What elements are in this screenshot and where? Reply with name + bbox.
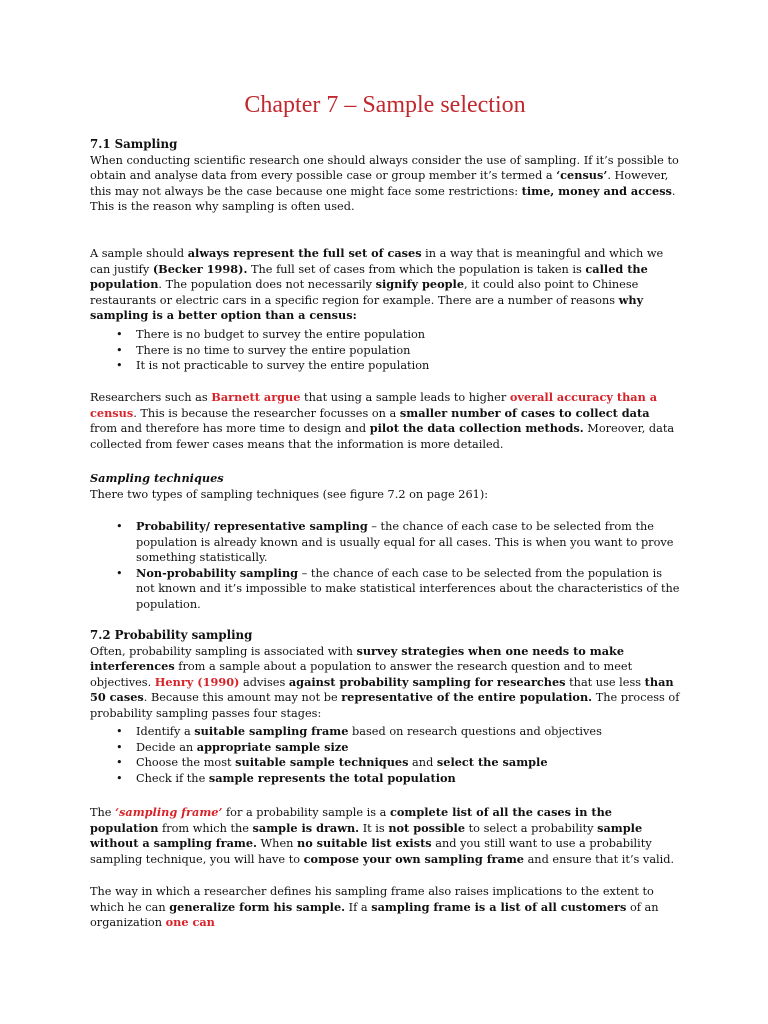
bullet-icon: •: [116, 328, 123, 341]
paragraph: Researchers such as Barnett argue that using a sample leads to higher overall accuracy than a census. This is because the researcher focusses on a smaller number of cases to collect data from and therefore has more time to design and pilot the data collection methods. Moreover, data collected from fewer cases means that the information is more detailed.: [90, 390, 675, 451]
bullet-icon: •: [116, 740, 123, 754]
paragraph-sample: [90, 246, 680, 324]
techniques-list: [90, 519, 680, 613]
paragraph: A sample should always represent the full set of cases in a way that is meaningful and which we can justify (Becker 1998). The full set of cases from which the population is taken is called the population. The population does not necessarily signify people, it could also point to Chinese restaurants or electric cars in a specific region for example. There are a number of reasons why sampling is a better option than a census:: [90, 246, 664, 323]
sampling-techniques: [90, 471, 680, 502]
paragraph: Often, probability sampling is associated with survey strategies when one needs to make interferences from a sample about a population to answer the research question and to meet objectives. Henry (1990) advises against probability sampling for researches that use less than 50 cases. Because this amount may not be representative of the entire population. The process of probability sampling passes four stages:: [90, 643, 680, 720]
paragraph: There two types of sampling techniques (see figure 7.2 on page 261):: [90, 487, 489, 501]
paragraph-sampling-frame: [90, 805, 680, 867]
list-item: • Non-probability sampling – the chance of each case to be selected from the population is not known and it’s impossible to make statistical interferences about the characteristics of the population.: [116, 565, 680, 611]
list-item: • Identify a suitable sampling frame based on research questions and objectives: [116, 724, 602, 738]
section-7-2: [90, 628, 680, 722]
reasons-list: [90, 327, 680, 374]
bullet-icon: •: [116, 771, 123, 785]
list-item: • It is not practicable to survey the entire population: [116, 359, 430, 373]
bullet-icon: •: [116, 343, 123, 357]
list-item: • Decide an appropriate sample size: [116, 739, 349, 754]
list-item: • There is no time to survey the entire population: [116, 343, 411, 357]
bullet-icon: •: [116, 520, 123, 533]
stages-list: [90, 724, 680, 786]
bullet-icon: •: [116, 756, 123, 770]
bullet-icon: •: [116, 566, 123, 580]
subheading: Sampling techniques: [90, 471, 224, 485]
paragraph: The way in which a researcher defines his sampling frame also raises implications to the extent to which he can generalize form his sample. If a sampling frame is a list of all customers of an organization one can: [90, 885, 659, 930]
bullet-icon: •: [116, 725, 123, 738]
list-item: • There is no budget to survey the entire population: [116, 328, 426, 341]
list-item: • Choose the most suitable sample techniques and select the sample: [116, 755, 548, 770]
paragraph: The ‘sampling frame’ for a probability sample is a complete list of all the cases in the population from which the sample is drawn. It is not possible to select a probability sample without a sampling frame. When no suitable list exists and you still want to use a probability sampling technique, you will have to compose your own sampling frame and ensure that it’s valid.: [90, 805, 675, 866]
list-item: • Probability/ representative sampling – the chance of each case to be selected from the population is already known and is usually equal for all cases. This is when you want to prove something statistically.: [116, 519, 674, 565]
bullet-icon: •: [116, 359, 123, 373]
list-item: • Check if the sample represents the total population: [116, 770, 456, 785]
paragraph: When conducting scientific research one should always consider the use of sampling. If it’s possible to obtain and analyse data from every possible case or group member it’s termed a ‘census’. However, this may not always be the case because one might face some restrictions: time, money and access. This is the reason why sampling is often used.: [90, 153, 679, 214]
section-heading: 7.1 Sampling: [90, 137, 178, 151]
paragraph-generalize: [90, 884, 680, 931]
section-7-1: [90, 137, 680, 215]
page-title: Chapter 7 – Sample selection: [244, 92, 526, 118]
paragraph-researchers: [90, 390, 680, 452]
section-heading: 7.2 Probability sampling: [90, 628, 253, 642]
